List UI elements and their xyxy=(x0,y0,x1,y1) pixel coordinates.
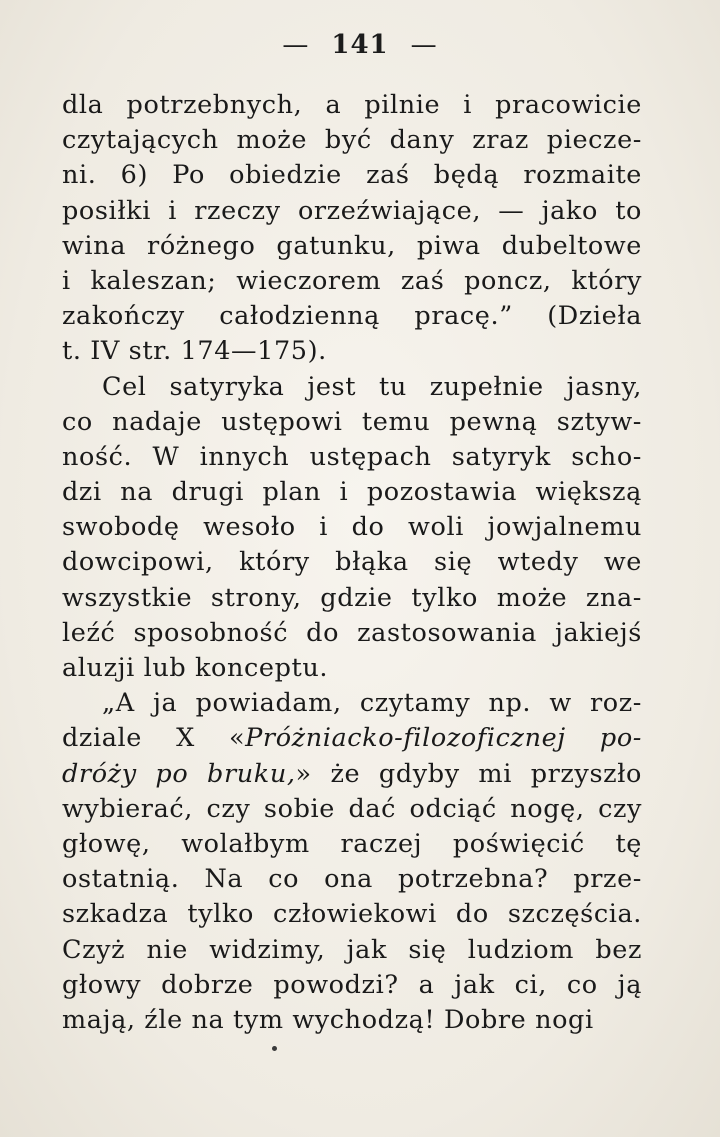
text-line: głowę, wolałbym raczej poświęcić tę xyxy=(62,828,642,859)
text-line: dzi na drugi plan i pozostawia większą xyxy=(62,477,642,508)
text-line: co nadaje ustępowi temu pewną sztyw- xyxy=(62,406,642,437)
text-line: ostatnią. Na co ona potrzebna? prze- xyxy=(62,864,642,895)
text-line: szkadza tylko człowiekowi do szczęścia. xyxy=(62,899,642,930)
text-line: aluzji lub konceptu. xyxy=(62,653,329,683)
header-dash-left: — xyxy=(282,30,310,60)
text-line: mają, źle na tym wychodzą! Dobre nogi xyxy=(62,1004,594,1035)
text-line: wybierać, czy sobie dać odciąć nogę, czy xyxy=(62,793,642,824)
page-number: 141 xyxy=(331,30,389,60)
text-line: posiłki i rzeczy orzeźwiające, — jako to xyxy=(62,195,642,226)
italic-title-run: dróży po bruku, xyxy=(62,758,296,789)
text-line: ni. 6) Po obiedzie zaś będą rozmaite xyxy=(62,160,642,191)
text-line: „A ja powiadam, czytamy np. w roz- xyxy=(102,688,642,719)
header-dash-right: — xyxy=(410,30,438,60)
text-line: dowcipowi, który błąka się wtedy we xyxy=(62,547,642,578)
text-line xyxy=(62,721,642,756)
text-line: i kaleszan; wieczorem zaś poncz, który xyxy=(62,265,642,296)
print-mark xyxy=(272,1046,277,1051)
text-line: zakończy całodzienną pracę.” (Dzieła xyxy=(62,301,642,332)
text-run: dziale X « xyxy=(62,723,246,754)
text-line xyxy=(62,757,642,792)
text-line: czytających może być dany zraz piecze- xyxy=(62,125,642,156)
text-line: głowy dobrze powodzi? a jak ci, co ją xyxy=(62,969,642,1000)
text-line: Czyż nie widzimy, jak się ludziom bez xyxy=(62,934,642,965)
text-line: leźć sposobność do zastosowania jakiejś xyxy=(62,617,642,648)
page-header xyxy=(0,30,720,60)
text-line: Cel satyryka jest tu zupełnie jasny, xyxy=(102,371,642,402)
text-line: dla potrzebnych, a pilnie i pracowicie xyxy=(62,90,642,120)
italic-title-run: Próżniacko-filozoficznej po- xyxy=(245,723,642,754)
text-line: wszystkie strony, gdzie tylko może zna- xyxy=(62,582,642,613)
text-line: ność. W innych ustępach satyryk scho- xyxy=(62,441,642,472)
text-line: wina różnego gatunku, piwa dubeltowe xyxy=(62,230,642,261)
text-line: t. IV str. 174—175). xyxy=(62,336,327,367)
text-line: swobodę wesoło i do woli jowjalnemu xyxy=(62,512,642,543)
text-run: » że gdyby mi przyszło xyxy=(295,758,642,789)
body-text xyxy=(62,88,642,1038)
